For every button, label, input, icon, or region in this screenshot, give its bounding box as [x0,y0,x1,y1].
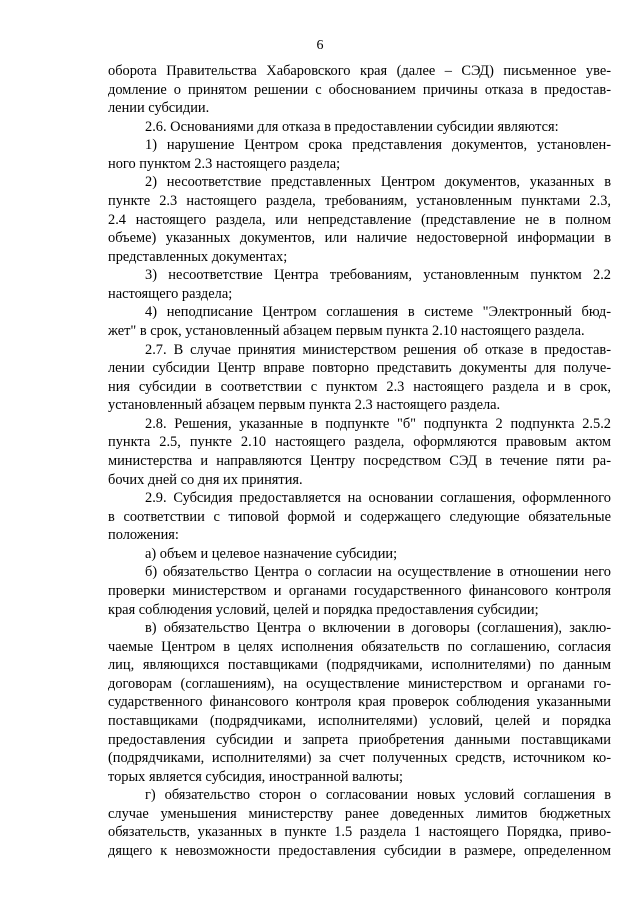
text-line: 2.9. Субсидия предоставляется на основании соглашения, оформленного [145,490,611,507]
text-line: лении субсидии Центр вправе повторно представить документы для получе- [108,360,611,377]
text-line: торых является субсидия, иностранной валюты; [108,768,403,785]
text-line: обязательств, указанных в пункте 1.5 раздела 1 настоящего Порядка, приво- [108,824,611,841]
text-line: 2.6. Основаниями для отказа в предоставлении субсидии являются: [145,118,559,135]
text-line: сударственного финансового контроля края проверок соблюдения указанными [108,694,611,711]
text-line: жет" в срок, установленный абзацем первым пункта 2.10 настоящего раздела. [108,323,585,339]
text-line: объеме) указанных документов, или наличие недостоверной информации в [108,230,611,247]
text-line: б) обязательство Центра о согласии на осуществление в отношении него [145,564,611,581]
text-line: 2.7. В случае принятия министерством решения об отказе в предостав- [145,341,611,358]
text-line: 1) нарушение Центром срока представления документов, установлен- [145,137,611,154]
text-line: поставщиками (подрядчиками, исполнителями) условий, целей и порядка [108,713,611,729]
text-line: 2.4 настоящего раздела, или непредставление (представление не в полном [108,211,611,228]
text-line: 3) несоответствие Центра требованиям, установленным пунктом 2.2 [145,267,611,284]
text-line: в соответствии с типовой формой и содержащего следующие обязательные [108,508,611,525]
text-line: дящего к невозможности предоставления субсидии в размере, определенном [108,843,611,859]
text-line: 2.8. Решения, указанные в подпункте "б" подпункта 2 подпункта 2.5.2 [145,415,611,432]
text-line: настоящего раздела; [108,285,233,302]
text-line: г) обязательство сторон о согласовании новых условий соглашения в [145,787,611,804]
text-line: 2) несоответствие представленных Центром документов, указанных в [145,174,611,191]
text-line: в) обязательство Центра о включении в договоры (соглашения), заклю- [145,620,611,637]
text-line: пункте 2.3 настоящего раздела, требованиям, установленным пунктами 2.3, [108,193,611,209]
text-line: бочих дней со дня их принятия. [108,471,303,488]
text-line: чаемые Центром в целях исполнения обязательств по соглашению, согласия [108,638,611,655]
text-line: 4) неподписание Центром соглашения в системе "Электронный бюд- [145,304,611,321]
text-line: проверки министерством и органами государственного финансового контроля [108,583,611,599]
text-line: министерства и направляются Центру посредством СЭД в течение пяти ра- [108,453,611,469]
text-line: предоставления субсидии и запрета приобретения данными поставщиками [108,731,611,748]
text-line: положения: [108,527,179,544]
text-line: представленных документах; [108,248,288,265]
text-line: оборота Правительства Хабаровского края (далее – СЭД) письменное уве- [108,63,611,79]
text-line: случае уменьшения министерству ранее доведенных лимитов бюджетных [108,805,611,822]
text-line: лении субсидии. [108,100,210,117]
text-line: пункта 2.5, пункте 2.10 настоящего раздела, оформляются правовым актом [108,434,611,451]
text-line: лиц, являющихся поставщиками (подрядчиками, исполнителями) по данным [108,657,611,674]
page-number: 6 [316,38,324,53]
text-line: края соблюдения условий, целей и порядка предоставления субсидии; [108,601,539,618]
text-line: домление о принятом решении с обоснованием причины отказа в предостав- [108,81,611,98]
text-line: договорам (соглашениям), на осуществление министерством и органами го- [108,675,611,692]
text-line: ния субсидии в соответствии с пунктом 2.3 настоящего раздела и в срок, [108,378,611,395]
text-line: а) объем и целевое назначение субсидии; [145,545,398,562]
text-line: установленный абзацем первым пункта 2.3 настоящего раздела. [108,397,501,414]
text-line: (подрядчиками, исполнителями) за счет полученных средств, источником ко- [108,750,611,767]
text-line: ного пунктом 2.3 настоящего раздела; [108,155,341,172]
